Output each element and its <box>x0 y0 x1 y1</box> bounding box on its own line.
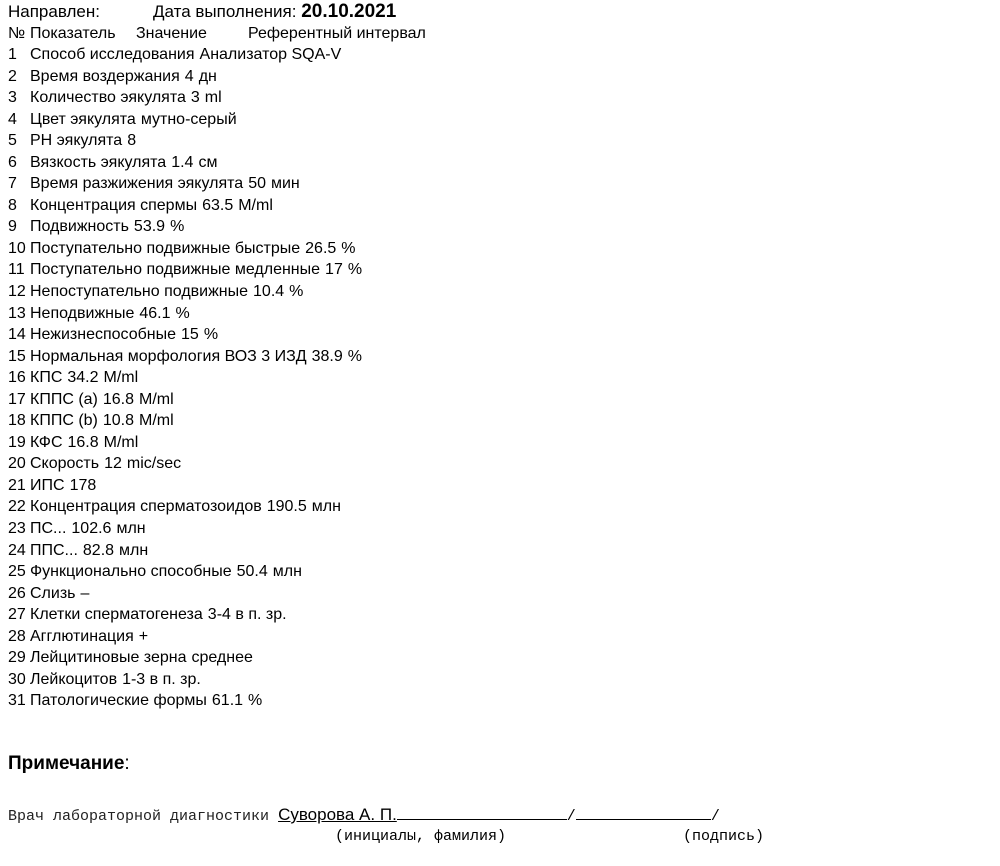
signature-label: Врач лабораторной диагностики <box>8 808 270 825</box>
row-number: 28 <box>8 627 26 645</box>
row-value: 26.5 <box>305 239 337 257</box>
row-indicator: Время разжижения эякулята <box>30 175 244 193</box>
row-number: 17 <box>8 390 26 408</box>
row-value: среднее <box>191 649 253 667</box>
row-value: 46.1 <box>139 304 171 322</box>
row-number: 8 <box>8 196 17 214</box>
row-value: 102.6 <box>71 520 112 538</box>
table-row <box>8 518 362 540</box>
row-value: 34.2 <box>67 369 99 387</box>
signature-line <box>8 803 720 828</box>
row-number: 15 <box>8 347 26 365</box>
row-unit: дн <box>198 67 217 85</box>
row-number: 20 <box>8 455 26 473</box>
row-number: 12 <box>8 283 26 301</box>
table-row <box>8 604 362 626</box>
row-indicator: Нормальная морфология ВОЗ 3 ИЗД <box>30 347 307 365</box>
row-indicator: Лейцитиновые зерна <box>30 649 187 667</box>
row-number: 9 <box>8 218 17 236</box>
row-number: 3 <box>8 89 17 107</box>
table-row <box>8 259 362 281</box>
row-number: 1 <box>8 46 17 63</box>
row-indicator: Поступательно подвижные медленные <box>30 261 321 279</box>
row-value: + <box>138 627 149 645</box>
note-colon: : <box>124 753 130 774</box>
table-row <box>8 475 362 497</box>
row-value: Анализатор SQA-V <box>199 46 342 63</box>
row-number: 31 <box>8 692 26 710</box>
table-row <box>8 87 362 109</box>
row-value: 4 <box>184 67 194 85</box>
table-row <box>8 238 362 260</box>
table-row <box>8 173 362 195</box>
table-row <box>8 583 362 605</box>
row-indicator: Подвижность <box>30 218 129 236</box>
row-number: 26 <box>8 584 26 602</box>
row-value: 3-4 в п. зр. <box>207 606 287 624</box>
row-unit: ml <box>204 89 222 107</box>
row-indicator: Скорость <box>30 455 100 473</box>
row-unit: млн <box>272 563 302 581</box>
date-label: Дата выполнения: <box>153 2 297 21</box>
row-indicator: Слизь <box>30 584 76 602</box>
table-row <box>8 195 362 217</box>
row-number: 16 <box>8 369 26 387</box>
row-value: 178 <box>69 476 97 494</box>
row-value: мутно-серый <box>140 110 237 128</box>
row-value: 50 <box>248 175 266 193</box>
row-indicator: РН эякулята <box>30 132 123 150</box>
row-number: 14 <box>8 326 26 344</box>
row-number: 13 <box>8 304 26 322</box>
signature-blank <box>576 803 711 820</box>
row-indicator: Вязкость эякулята <box>30 153 167 171</box>
row-value: 10.8 <box>102 412 135 430</box>
row-indicator: КППС (a) <box>30 390 98 408</box>
table-row <box>8 66 362 88</box>
table-row <box>8 432 362 454</box>
row-number: 7 <box>8 175 17 193</box>
row-number: 18 <box>8 412 26 430</box>
row-value: 61.1 <box>211 692 244 710</box>
row-unit: % <box>170 218 185 236</box>
initials-hint: (инициалы, фамилия) <box>335 828 507 845</box>
row-indicator: КППС (b) <box>30 412 98 430</box>
row-number: 2 <box>8 67 17 85</box>
row-indicator: Концентрация спермы <box>30 196 198 214</box>
date-value: 20.10.2021 <box>301 1 397 22</box>
note-section <box>8 752 130 776</box>
row-value: 50.4 <box>236 563 268 581</box>
slash-2: / <box>710 808 720 825</box>
row-unit: % <box>248 692 263 710</box>
report-header <box>8 0 988 24</box>
row-value: – <box>80 584 90 602</box>
row-indicator: КПС <box>30 369 63 387</box>
table-row <box>8 346 362 368</box>
row-unit: млн <box>116 520 146 538</box>
row-indicator: Неподвижные <box>30 304 135 322</box>
row-value: 1.4 <box>171 153 194 171</box>
row-number: 21 <box>8 476 26 494</box>
row-indicator: Нежизнеспособные <box>30 326 177 344</box>
row-indicator: КФС <box>30 433 63 451</box>
row-indicator: Агглютинация <box>30 627 134 645</box>
row-number: 6 <box>8 153 17 171</box>
row-indicator: Непоступательно подвижные <box>30 283 249 301</box>
row-unit: % <box>347 261 363 279</box>
row-number: 30 <box>8 670 26 688</box>
row-value: 82.8 <box>82 541 115 559</box>
row-number: 10 <box>8 239 26 257</box>
row-unit: % <box>289 283 304 301</box>
row-indicator: Количество эякулята <box>30 89 186 107</box>
row-value: 53.9 <box>133 218 166 236</box>
row-value: 15 <box>181 326 199 344</box>
table-row <box>8 453 362 475</box>
row-unit: % <box>341 239 356 257</box>
table-row <box>8 389 362 411</box>
table-row <box>8 281 362 303</box>
row-value: 3 <box>190 89 200 107</box>
row-indicator: ИПС <box>30 476 65 494</box>
row-number: 27 <box>8 606 26 624</box>
row-number: 5 <box>8 132 17 150</box>
row-unit: см <box>198 153 218 171</box>
row-value: 16.8 <box>102 390 135 408</box>
row-unit: mic/sec <box>126 455 182 473</box>
row-number: 23 <box>8 520 26 538</box>
row-indicator: Цвет эякулята <box>30 110 136 128</box>
referred-label: Направлен: <box>8 2 100 21</box>
col-indicator: Показатель <box>30 25 116 42</box>
row-indicator: Способ исследования <box>30 46 195 63</box>
table-row <box>8 669 362 691</box>
row-indicator: Функционально способные <box>30 563 232 581</box>
row-value: 63.5 <box>202 196 234 214</box>
row-unit: M/ml <box>139 390 174 408</box>
table-row <box>8 152 362 174</box>
slash-1: / <box>566 808 576 825</box>
table-row <box>8 130 362 152</box>
row-number: 22 <box>8 498 26 516</box>
row-indicator: ППС... <box>30 541 78 559</box>
table-row <box>8 410 362 432</box>
row-value: 8 <box>127 132 137 150</box>
signature-hint: (подпись) <box>683 828 765 845</box>
table-row <box>8 367 362 389</box>
table-row <box>8 216 362 238</box>
doctor-name: Суворова А. П. <box>278 805 397 824</box>
row-number: 11 <box>8 261 25 279</box>
row-number: 25 <box>8 563 26 581</box>
signature-hints <box>0 826 1000 848</box>
table-row <box>8 109 362 131</box>
table-row <box>8 44 362 66</box>
row-value: 38.9 <box>311 347 343 365</box>
table-row <box>8 496 362 518</box>
row-indicator: Поступательно подвижные быстрые <box>30 239 301 257</box>
initials-blank <box>397 803 567 820</box>
row-unit: млн <box>311 498 341 516</box>
table-row <box>8 540 362 562</box>
table-row <box>8 561 362 583</box>
table-row <box>8 690 362 712</box>
note-label: Примечание <box>8 753 125 774</box>
row-number: 4 <box>8 110 17 128</box>
table-row <box>8 626 362 648</box>
row-indicator: ПС... <box>30 520 67 538</box>
table-row <box>8 324 362 346</box>
row-unit: % <box>175 304 190 322</box>
row-unit: % <box>203 326 219 344</box>
row-indicator: Лейкоцитов <box>30 670 118 688</box>
row-value: 190.5 <box>266 498 307 516</box>
row-indicator: Патологические формы <box>30 692 207 710</box>
row-number: 19 <box>8 433 26 451</box>
row-indicator: Клетки сперматогенеза <box>30 606 203 624</box>
col-value: Значение <box>136 25 207 42</box>
row-number: 24 <box>8 541 26 559</box>
row-unit: мин <box>270 175 300 193</box>
table-row <box>8 647 362 669</box>
row-value: 17 <box>325 261 343 279</box>
col-no: № <box>8 25 26 42</box>
date-field <box>153 0 396 24</box>
row-unit: % <box>347 347 362 365</box>
row-indicator: Время воздержания <box>30 67 180 85</box>
row-unit: M/ml <box>238 196 273 214</box>
table-row <box>8 303 362 325</box>
row-number: 29 <box>8 649 26 667</box>
row-unit: M/ml <box>139 412 174 430</box>
row-value: 1-3 в п. зр. <box>122 670 201 688</box>
row-indicator: Концентрация сперматозоидов <box>30 498 262 516</box>
row-unit: M/ml <box>103 433 139 451</box>
row-value: 12 <box>104 455 122 473</box>
results-list <box>8 44 362 712</box>
row-value: 16.8 <box>67 433 99 451</box>
row-unit: M/ml <box>103 369 139 387</box>
row-value: 10.4 <box>253 283 285 301</box>
col-reference: Референтный интервал <box>248 25 426 42</box>
row-unit: млн <box>119 541 149 559</box>
